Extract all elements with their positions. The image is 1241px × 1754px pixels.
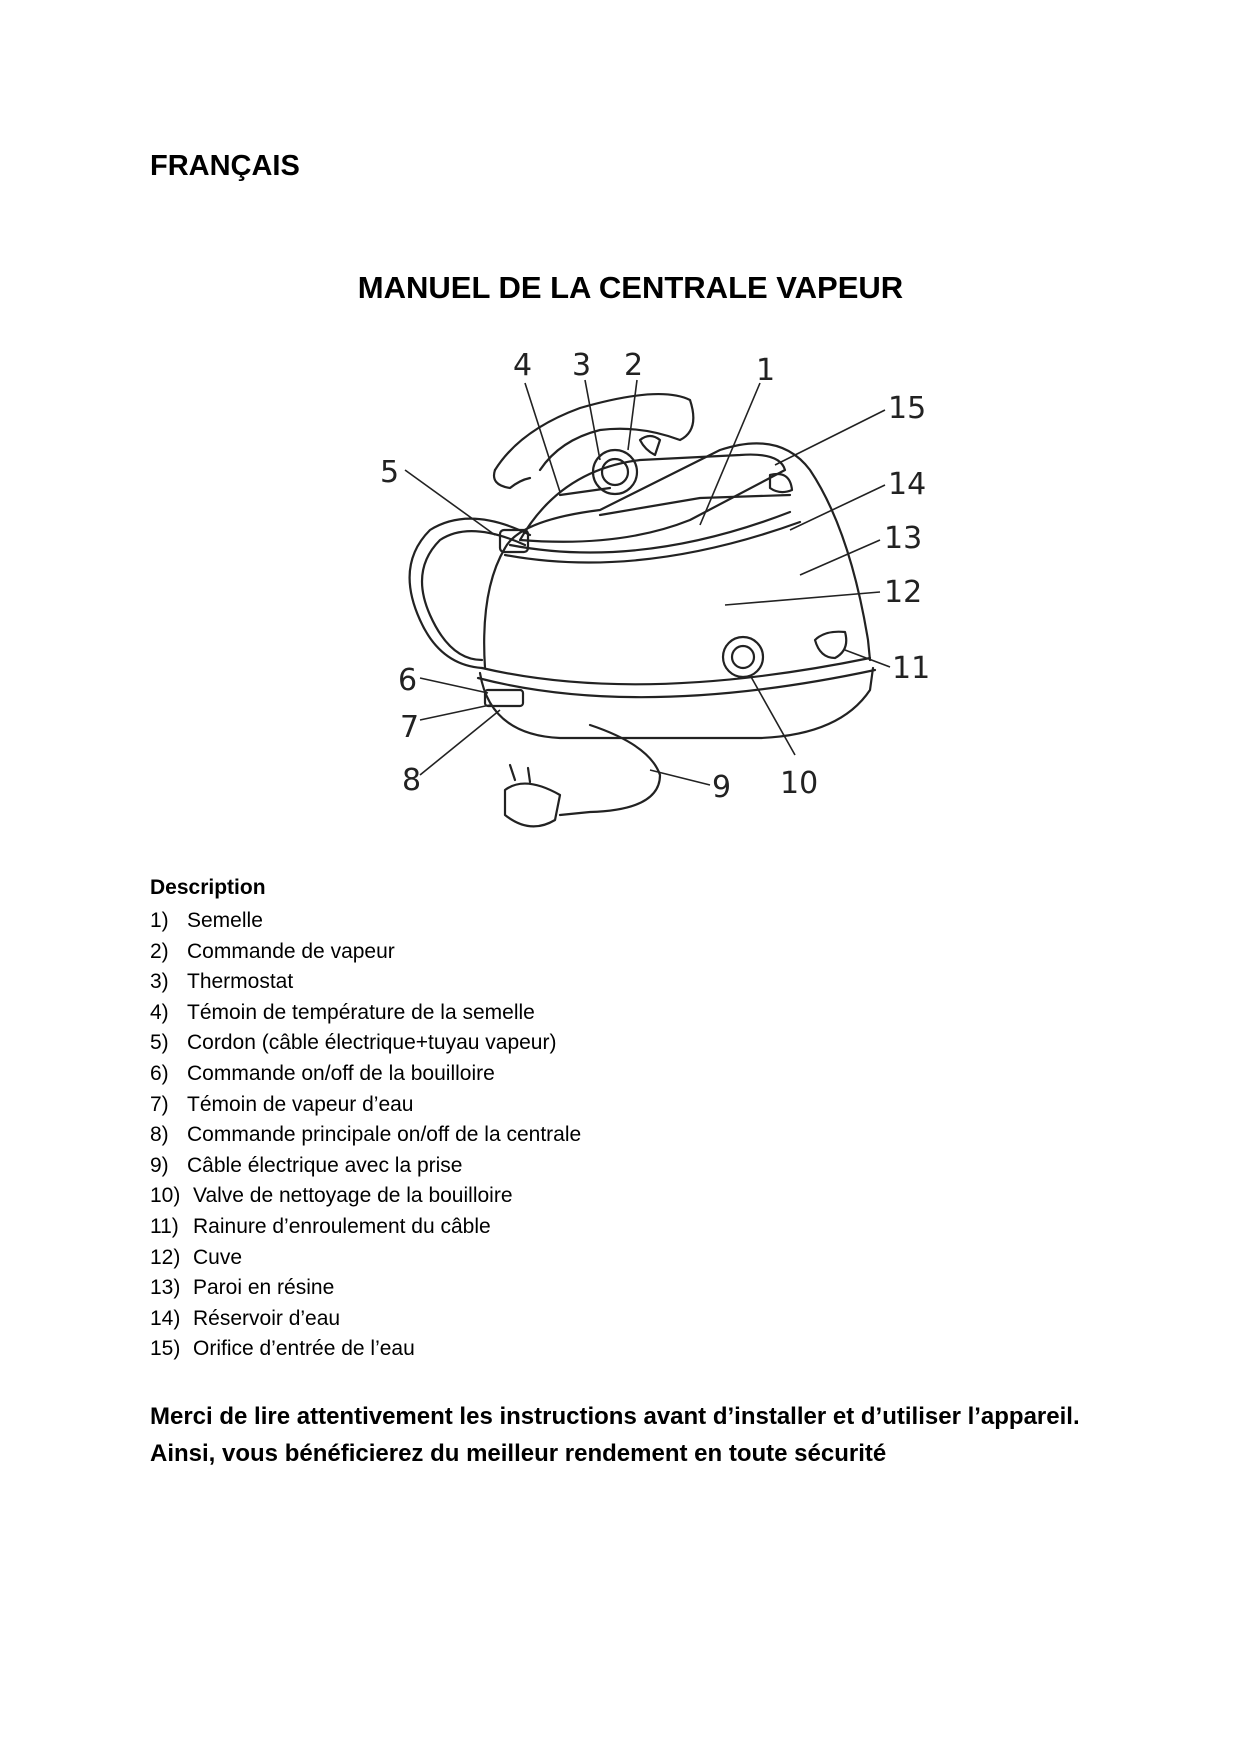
callout-13: 13 xyxy=(884,521,923,556)
callout-14: 14 xyxy=(888,467,927,502)
item-label: Semelle xyxy=(187,909,263,932)
item-number: 2) xyxy=(150,939,169,963)
item-label: Cordon (câble électrique+tuyau vapeur) xyxy=(187,1031,557,1055)
item-label: Cuve xyxy=(193,1245,243,1269)
callout-7: 7 xyxy=(400,710,420,745)
list-item xyxy=(150,1334,581,1365)
item-label: Paroi en résine xyxy=(193,1276,335,1300)
callout-4: 4 xyxy=(513,348,533,383)
list-item xyxy=(150,1059,581,1090)
item-label: Commande on/off de la bouilloire xyxy=(187,1061,495,1085)
list-item xyxy=(150,1304,581,1335)
item-number: 10) xyxy=(150,1184,181,1208)
item-label: Témoin de température de la semelle xyxy=(187,1000,535,1024)
item-label: Témoin de vapeur d’eau xyxy=(187,1092,414,1116)
item-label: Thermostat xyxy=(187,970,294,994)
callout-5: 5 xyxy=(380,455,400,490)
item-number: 1) xyxy=(150,909,169,932)
list-item xyxy=(150,1273,581,1304)
temperature-light xyxy=(560,488,610,495)
list-item xyxy=(150,1151,581,1182)
item-label: Commande principale on/off de la centrale xyxy=(187,1123,582,1147)
leader-12 xyxy=(725,592,880,605)
leader-15 xyxy=(775,410,885,465)
plug-pin-2 xyxy=(528,768,530,782)
safety-notice xyxy=(150,1398,1080,1472)
item-label: Commande de vapeur xyxy=(187,939,395,963)
handle-tip xyxy=(494,470,530,488)
item-number: 7) xyxy=(150,1092,169,1116)
leader-13 xyxy=(800,540,880,575)
callout-11: 11 xyxy=(892,651,931,686)
item-label: Rainure d’enroulement du câble xyxy=(193,1214,491,1238)
cable-groove xyxy=(815,632,846,658)
item-number: 9) xyxy=(150,1153,169,1177)
item-number: 6) xyxy=(150,1061,169,1085)
leader-2 xyxy=(628,380,637,450)
notice-line-1: Merci de lire attentivement les instructions avant d’installer et d’utiliser l’appareil. xyxy=(150,1403,1080,1430)
item-label: Valve de nettoyage de la bouilloire xyxy=(193,1184,513,1208)
item-label: Orifice d’entrée de l’eau xyxy=(193,1337,415,1361)
leader-4 xyxy=(525,383,560,492)
description-heading: Description xyxy=(150,876,266,899)
callout-12: 12 xyxy=(884,575,923,610)
item-number: 5) xyxy=(150,1031,169,1055)
list-item xyxy=(150,1212,581,1243)
callout-8: 8 xyxy=(402,763,422,798)
tank-divider xyxy=(600,495,790,515)
cleaning-valve xyxy=(723,637,763,677)
list-item xyxy=(150,1181,581,1212)
steam-button xyxy=(640,436,660,455)
notice-line-2: Ainsi, vous bénéficierez du meilleur rendement en toute sécurité xyxy=(150,1440,887,1467)
base-upper-band xyxy=(482,658,870,684)
callout-9: 9 xyxy=(712,770,732,805)
steam-station-diagram xyxy=(350,340,1210,860)
power-plug xyxy=(505,784,560,827)
leader-5 xyxy=(405,470,495,535)
callout-1: 1 xyxy=(756,353,776,388)
leader-11 xyxy=(845,650,890,667)
plug-pin-1 xyxy=(510,765,515,780)
list-item xyxy=(150,1090,581,1121)
item-number: 4) xyxy=(150,1000,169,1024)
callout-2: 2 xyxy=(624,348,644,383)
list-item xyxy=(150,967,581,998)
item-number: 14) xyxy=(150,1306,181,1330)
leader-6 xyxy=(420,678,488,693)
list-item xyxy=(150,998,581,1029)
page-title xyxy=(0,270,1241,306)
item-label: Câble électrique avec la prise xyxy=(187,1153,463,1177)
steam-hose-inner xyxy=(410,519,530,668)
item-number: 13) xyxy=(150,1276,181,1300)
item-number: 12) xyxy=(150,1245,181,1269)
page-title-text: MANUEL DE LA CENTRALE VAPEUR xyxy=(357,270,904,305)
callout-10: 10 xyxy=(780,766,819,801)
leader-8 xyxy=(420,710,500,775)
list-item xyxy=(150,1028,581,1059)
list-item xyxy=(150,1243,581,1274)
thermostat-dial-inner xyxy=(602,459,628,485)
list-item xyxy=(150,937,581,968)
parts-list xyxy=(150,906,581,1365)
leader-7 xyxy=(420,705,490,720)
callout-6: 6 xyxy=(398,663,418,698)
steam-hose xyxy=(422,531,525,660)
item-number: 8) xyxy=(150,1123,169,1147)
language-heading: FRANÇAIS xyxy=(150,150,300,182)
item-number: 11) xyxy=(150,1214,179,1238)
cleaning-valve-inner xyxy=(732,646,754,668)
callout-15: 15 xyxy=(888,391,927,426)
item-label: Réservoir d’eau xyxy=(193,1306,341,1330)
item-number: 3) xyxy=(150,970,169,994)
callout-3: 3 xyxy=(572,348,592,383)
item-number: 15) xyxy=(150,1337,181,1361)
leader-3 xyxy=(585,380,600,460)
list-item xyxy=(150,1120,581,1151)
list-item xyxy=(150,906,581,937)
